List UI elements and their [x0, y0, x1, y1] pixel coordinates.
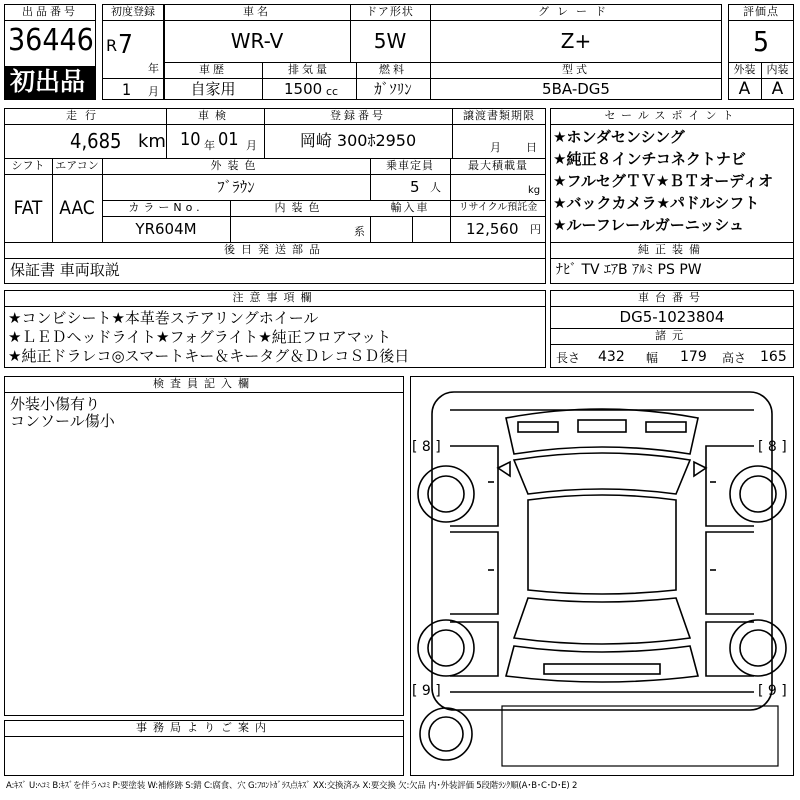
grade: Z+ — [560, 29, 592, 53]
deadline-day-unit: 日 — [526, 141, 537, 154]
specs-header: 諸元 — [655, 329, 689, 342]
displacement-unit: cc — [326, 85, 339, 98]
capacity-unit: 人 — [430, 181, 441, 194]
inspection-year-unit: 年 — [204, 139, 215, 152]
inspection-year: 10 — [180, 129, 201, 150]
ext-color-header: 外装色 — [210, 159, 262, 172]
left-mirror — [498, 462, 510, 476]
inspector-header: 検査員記入欄 — [153, 377, 255, 390]
spec-height-label: 高さ — [722, 351, 747, 365]
score-value: 5 — [752, 25, 770, 58]
later-parts-value: 保証書 車両取説 — [10, 261, 120, 279]
spec-width-label: 幅 — [646, 351, 659, 365]
mileage-unit: km — [138, 131, 166, 152]
rear-window — [514, 598, 690, 644]
capacity-value: 5 — [410, 178, 420, 196]
tire-rear-left: [ 9 ] — [412, 683, 441, 699]
max-load-unit: kg — [528, 185, 541, 196]
color-no-header: カラーNo. — [128, 201, 204, 214]
shift-header: シフト — [11, 159, 45, 172]
history-header: 車歴 — [199, 63, 227, 76]
shift-value: FAT — [13, 197, 43, 219]
note-line-2: ★ＬＥＤヘッドライト★フォグライト★純正フロアマット — [8, 328, 392, 346]
history-value: 自家用 — [190, 80, 236, 98]
note-line-1: ★コンビシート★本革巻ステアリングホイール — [8, 309, 319, 327]
right-headlight — [646, 422, 686, 432]
notes-header: 注意事項欄 — [232, 291, 318, 304]
front-left-tire — [418, 466, 474, 522]
mileage-value: 4,685 — [70, 129, 122, 153]
door-type: 5W — [373, 29, 407, 53]
plate-number: 岡崎 300ﾎ2950 — [299, 131, 417, 150]
selling-point-3: ★フルセグＴＶ★ＢＴオーディオ — [553, 172, 774, 190]
left-front-door — [450, 446, 498, 526]
body-outline — [432, 392, 772, 710]
plate-header: 登録番号 — [330, 109, 386, 122]
model-value: 5BA-DG5 — [542, 80, 610, 98]
tire-rear-right: [ 9 ] — [758, 683, 787, 699]
right-front-door — [706, 446, 754, 526]
office-header: 事務局よりご案内 — [136, 721, 272, 734]
selling-points-header: セールスポイント — [604, 109, 740, 122]
door-header: ドア形状 — [366, 5, 414, 18]
mileage-header: 走行 — [66, 109, 104, 122]
genuine-equip-value: ﾅﾋﾞ TV ｴｱB ｱﾙﾐ PS PW — [556, 262, 702, 278]
max-load-header: 最大積載量 — [468, 159, 528, 172]
model-header: 型式 — [562, 63, 590, 76]
capacity-header: 乗車定員 — [386, 159, 434, 172]
int-color-header: 内装色 — [274, 201, 326, 214]
spec-width: 179 — [680, 349, 707, 365]
right-rear-door — [706, 532, 754, 614]
displacement-value: 1500 — [284, 80, 323, 98]
inspection-month-unit: 月 — [246, 139, 257, 152]
selling-point-2: ★純正８インチコネクトナビ — [553, 150, 746, 168]
left-headlight — [518, 422, 558, 432]
displacement-header: 排気量 — [288, 63, 330, 76]
lot-number-header: 出品番号 — [22, 5, 78, 18]
chassis-header: 車台番号 — [638, 291, 706, 304]
year-unit: 年 — [148, 62, 159, 75]
recycle-value: 12,560 — [466, 220, 519, 238]
spec-length: 432 — [598, 349, 625, 365]
first-listing-label: 初出品 — [10, 67, 86, 96]
recycle-header: リサイクル預託金 — [458, 202, 538, 213]
rear-left-tire — [418, 620, 474, 676]
front-grille — [578, 420, 626, 432]
car-name: WR-V — [230, 29, 284, 53]
transfer-deadline-header: 譲渡書類期限 — [463, 109, 535, 122]
month-unit: 月 — [148, 85, 159, 98]
right-mirror — [694, 462, 706, 476]
fuel-header: 燃料 — [379, 63, 407, 76]
first-registration-header: 初度登録 — [111, 5, 155, 18]
chassis-number: DG5-1023804 — [619, 308, 725, 326]
interior-grade: A — [771, 79, 784, 99]
later-parts-header: 後日発送部品 — [224, 243, 326, 256]
fuel-value: ｶﾞｿﾘﾝ — [374, 80, 412, 98]
selling-point-5: ★ルーフレールガーニッシュ — [553, 216, 744, 234]
import-header: 輸入車 — [390, 201, 430, 214]
score-header: 評価点 — [743, 5, 779, 18]
grade-header: グレード — [538, 5, 614, 18]
spec-length-label: 長さ — [556, 351, 581, 365]
roof-panel — [528, 495, 676, 594]
note-line-3: ★純正ドラレコ◎スマートキー＆キータグ＆ＤレコＳＤ後日 — [8, 347, 410, 365]
aircon-value: AAC — [59, 197, 95, 219]
inspection-month: 01 — [218, 129, 239, 150]
ext-color-value: ﾌﾞﾗｳﾝ — [217, 178, 255, 196]
rear-right-tire — [730, 620, 786, 676]
inspector-note-2: コンソール傷小 — [10, 412, 115, 430]
recycle-unit: 円 — [530, 223, 541, 236]
exterior-header: 外装 — [733, 63, 756, 76]
damage-legend: A:ｷｽﾞ U:ﾍｺﾐ B:ｷｽﾞを伴うﾍｺﾐ P:要塗装 W:補修跡 S:錆 C:腐食、穴 G:ﾌﾛﾝﾄｶﾞﾗｽ点ｷｽﾞ XX:交換済み X:要交換 欠:欠品 内･外装評価 5段階ﾗﾝｸ順(A･B･C･D･E) 2 — [6, 781, 578, 791]
selling-point-4: ★バックカメラ★パドルシフト — [553, 194, 760, 212]
aircon-header: エアコン — [55, 159, 99, 172]
windshield — [514, 453, 690, 494]
rear-plate-area — [544, 664, 660, 674]
first-registration-month: 1 — [122, 80, 132, 99]
interior-header: 内装 — [766, 63, 789, 76]
left-rear-door — [450, 532, 498, 614]
exterior-grade: A — [738, 79, 751, 99]
inspection-header: 車検 — [198, 109, 232, 122]
era-label: R — [106, 36, 118, 55]
selling-point-1: ★ホンダセンシング — [553, 128, 685, 146]
front-right-tire — [730, 466, 786, 522]
spare-tire — [420, 708, 472, 760]
genuine-equip-header: 純正装備 — [638, 243, 706, 256]
lot-number: 36446 — [8, 23, 94, 58]
inspector-note-1: 外装小傷有り — [10, 395, 101, 413]
int-color-suffix: 系 — [354, 225, 365, 238]
tire-front-left: [ 8 ] — [412, 439, 441, 455]
undercarriage-area — [502, 706, 778, 766]
car-diagram — [410, 376, 794, 776]
tire-front-right: [ 8 ] — [758, 439, 787, 455]
color-no-value: YR604M — [135, 220, 197, 238]
deadline-month-unit: 月 — [490, 141, 501, 154]
spec-height: 165 — [760, 349, 787, 365]
car-name-header: 車名 — [243, 5, 271, 18]
first-registration-year: 7 — [118, 30, 133, 60]
